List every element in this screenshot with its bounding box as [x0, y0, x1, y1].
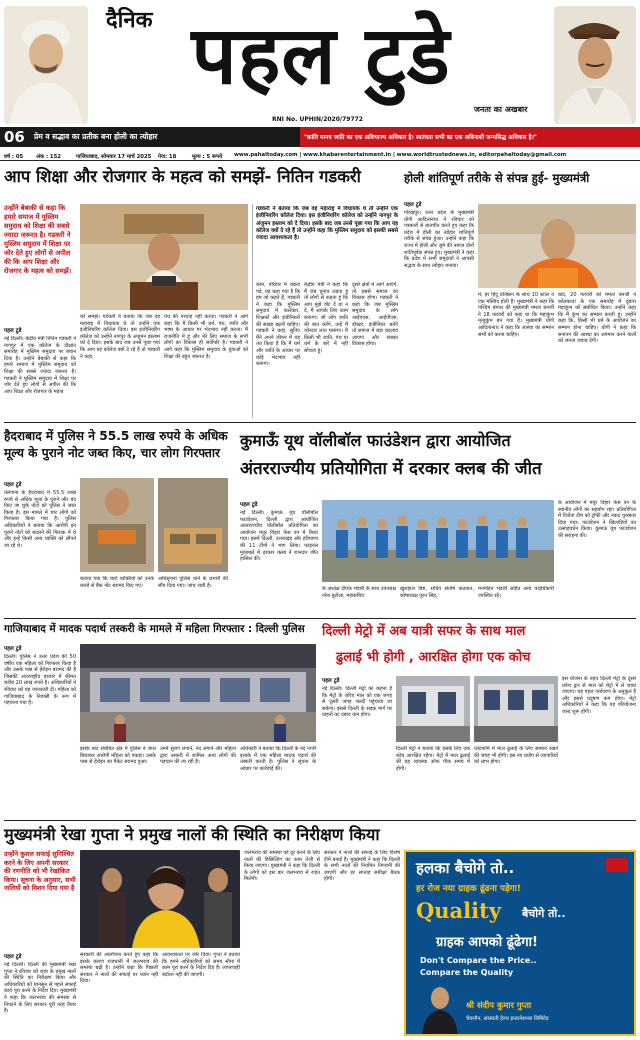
ghaziabad-col3: उनमें सुराग लगाने, नंद लगाने और महिला द्वारा तस्करी में शामिल अन्य लोगों की पहचान की जा रही है। — [160, 746, 236, 766]
rekha-col5: सरकार ने नालों की सफाई के लिए विशेष टीमें बनाई हैं। मुख्यमंत्री ने कहा कि दिल्ली के सभी नालों की नियमित निगरानी की जाएगी और हर सप्ताह समीक्षा बैठक होगी। — [324, 850, 400, 883]
holi-col1: गोरखपुर। उत्तर प्रदेश के मुख्यमंत्री योगी आदित्यनाथ ने रविवार को पत्रकारों से बातचीत करते हुए कहा कि प्रदेश में होली का त्योहार शांतिपूर्ण तरीके से संपन्न हुआ। उन्होंने कहा कि राज्य में होली और जुमे की नमाज दोनों शांतिपूर्वक संपन्न हुए। मुख्यमंत्री ने कहा कि प्रदेश में सभी समुदायों ने आपसी सद्भाव के साथ त्योहार मनाया। — [404, 210, 474, 269]
ad-line1: हलका बैचोगे तो.. — [416, 859, 515, 877]
hyderabad-col2: बताया गया कि चारों व्यक्तियों को उनके कब्जे से बैंक नोट बरामद किए गए। — [80, 576, 154, 589]
ghaziabad-col2: इसके बाद संबंधित क्षेत्र में पुलिस ने जाल बिछाकर आरोपी महिला को पकड़ा। उसके पास से हेरोइन का पैकेट बरामद हुआ। — [80, 746, 156, 766]
metro-col4: इस योजना के तहत दिल्ली मेट्रो के दूसरे प्रवेश द्वार से माल को मेट्रो में ले जाया जाएगा। यह पहल पर्यावरण के अनुकूल है और इससे प्रदूषण कम होगा। मेट्रो अधिकारियों ने कहा कि यह परियोजना जल्द शुरू होगी। — [562, 676, 636, 715]
gadkari-box-col1: काम, परिवार में रखता पड़े, यह कहा गया है कि हम जो कहते हैं, गडकरी ने कहा कि मुस्लिम समुदाय में कलेक्टर, शिक्षकों और इंजीनियरों की संख्या बढ़नी चाहिए। गडकरी ने कहा, सुनिए मैंने अपने जीवन में यह तय किया है कि मैं धर्म और जाति के आधार पर कोई भेदभाव नहीं करूंगा। — [256, 282, 300, 368]
rekha-col3: आवश्यकता पर जोर दिया। गुप्ता ने बताया कि हमने अधिकारियों को समय सीमा में काम पूरा करने के निर्देश दिए हैं। लापरवाही बर्दाश्त नहीं की जाएगी। — [162, 952, 240, 978]
metro-photo-2 — [474, 676, 558, 742]
metro-col2: दिल्ली मेट्रो ने बताया कि इसके लिए एक कोच आरक्षित रहेगा। मेट्रो में माल ढुलाई की यह व्यवस्था ऑफ पीक समय में होगी। — [396, 746, 470, 772]
gadkari-col2: को समझें। गडकरी ने बताया कि जब वह महाराष्ट्र में विधायक थे तो उन्होंने एक इंजीनियरिंग कॉलेज दिया। इस इंजीनियरिंग कॉलेज को उन्होंने नागपुर के अंजुमन इस्लाम को दे दिया। इसके बाद जब उनसे पूछा गया कि आप यह कॉलेज क्यों दे रहे हैं तो गडकरी ने कहा, — [80, 314, 160, 360]
masthead-small-title: दैनिक — [106, 8, 153, 33]
ad-designation: चेयरमैन, सरस्वती हेल्थ इन्टरनेशनल लिमिटेड — [466, 1016, 549, 1022]
rekha-pullquote: उन्होंने कुशल सफाई सुनिश्चित करने के लिए अपनी सरकार की रणनीति को भी रेखांकित किया। सूचना के अनुसार, सभी नालियों को मिशन दिया गया है — [4, 850, 76, 893]
gadkari-col3: पंथ की परवाह नहीं करता। गडकरी ने आगे कहा कि मैं किसी भी धर्म, पंथ, जाति और भाषा के आधार पर भेदभाव नहीं करता। मैं राजनीति में हूं और मेरे लिए समाज के सभी लोगों का विकास ही सर्वोपरि है। गडकरी ने आगे कहा कि मुस्लिम समुदाय के युवाओं को शिक्षा की बहुत जरूरत है। — [164, 314, 248, 360]
gadkari-box-col2: केंद्रीय मंत्री ने कहा कि मैं जब चुनाव लड़ता हूं तो लोगों से कहता हूं कि आप मुझे वोट दें या न दें, मैं आपके लिए काम करूंगा। जो लोग जाति की बात करेंगे, उन्हें मैं जोरदार लात मारूंगा। मैं किसी भी जाति, पंथ या धर्म के बारे में नहीं सोचता हूं। — [304, 282, 348, 354]
volleyball-dateline: पहल टुडे — [240, 502, 258, 508]
info-pages: पेज: 18 — [158, 154, 177, 160]
ad-eng1: Don't Compare the Price.. — [420, 956, 537, 965]
hyderabad-headline: हैदराबाद में पुलिस ने 55.5 लाख रुपये के अधिक मूल्य के पुराने नोट जब्त किए, चार लोग गिरफ्तार — [4, 429, 228, 460]
left-portrait — [4, 6, 88, 124]
ad-person-photo — [420, 984, 460, 1036]
ghaziabad-col4: अधिकारी ने बताया कि दिल्ली के नंद नगरी इलाके में एक महिला मादक पदार्थ की तस्करी करती है। पुलिस ने सूचना के आधार पर कार्रवाई की। — [240, 746, 316, 772]
ad-quality-tail: बैचोगे तो.. — [522, 907, 566, 920]
volleyball-headline-1: कुमाऊँ यूथ वॉलीबॉल फाउंडेशन द्वारा आयोजित — [240, 431, 511, 450]
divider-2 — [4, 618, 636, 619]
ghaziabad-headline: गाजियाबाद में मादक पदार्थ तस्करी के मामले में महिला गिरफ्तार : दिल्ली पुलिस — [4, 623, 305, 635]
rekha-col4: जलभराव की समस्या को दूर करने के लिए नालों की डिसिल्टिंग का काम तेजी से किया जाएगा। मुख्यमंत्री ने कहा कि दिल्ली के लोगों को इस बार जलभराव से राहत मिलेगी। — [244, 850, 320, 883]
info-links: www.pahaltoday.com | www.khabarentertainment.in | www.worldtrustednews.in, editorpahaltoday@gmail.com — [234, 152, 567, 158]
volleyball-headline-2: अंतरराज्यीय प्रतियोगिता में दरकार क्लब की जीत — [240, 459, 542, 479]
gadkari-pullquote: उन्होंने बेबाकी से कहा कि हमारे समाज में मुस्लिम समुदाय को शिक्षा की सबसे ज्यादा जरूरत है। गडकरी ने मुस्लिम समुदाय में शिक्षा पर जोर देते हुए लोगों से अपील की कि आप शिक्षा और रोजगार के महत्व को समझें। — [4, 204, 72, 275]
rekha-headline: मुख्यमंत्री रेखा गुप्ता ने प्रमुख नालों की स्थिति का निरीक्षण किया — [4, 825, 380, 844]
right-portrait — [554, 6, 636, 124]
ad-line3: ग्राहक आपको ढूंढेगा! — [436, 935, 538, 950]
metro-headline-2: ढुलाई भी होगी , आरक्षित होगा एक कोच — [336, 650, 531, 665]
holi-dateline: पहल टुडे — [404, 202, 422, 208]
rekha-dateline: पहल टुडे — [4, 954, 22, 960]
info-price: मूल्य : 5 रूपये — [192, 154, 223, 160]
gadkari-photo — [80, 204, 248, 310]
volleyball-col1: नई दिल्ली। कुमाऊं यूथ वॉलीबॉल फाउंडेशन, दिल्ली द्वारा आयोजित अंतरराज्यीय वॉलीबॉल प्रतियोगिता का आयोजन मयूर विहार फेस वन में किया गया। इसमें दिल्ली, उत्तराखंड और हरियाणा की 11 टीमों ने भाग लिया। फाइनल मुकाबले में दरकार क्लब ने शानदार जीत हासिल की। — [240, 510, 318, 563]
holi-headline: होली शांतिपूर्ण तरीके से संपन्न हुई- मुख्यमंत्री — [404, 171, 590, 185]
masthead-tagline: जनता का अखबार — [474, 105, 528, 114]
hyderabad-photo-2 — [158, 478, 228, 572]
rekha-col2: सरकारी की आलोचना करते हुए कहा कि इसके कारण राजधानी में जलभराव की समस्या बढ़ी है। उन्होंने कहा कि पिछली सरकार ने नालों की सफाई पर ध्यान नहीं दिया। — [80, 952, 158, 985]
page-number: 06 — [4, 128, 25, 146]
hyderabad-dateline: पहल टुडे — [4, 482, 22, 488]
metro-col1: नई दिल्ली। दिल्ली मेट्रो का कहना है कि मेट्रो के जरिए माल को एक जगह से दूसरी जगह जल्दी पहुंचाया जा सकेगा। इससे दिल्ली के सड़क मार्ग पर वाहनों का दबाव कम होगा। — [322, 686, 392, 719]
metro-photo-1 — [396, 676, 470, 742]
rekha-col1: नई दिल्ली। दिल्ली की मुख्यमंत्री रेखा गुप्ता ने रविवार को शहर के प्रमुख नालों की स्थिति का निरीक्षण किया और अधिकारियों को मानसून से पहले सफाई कार्य पूरा करने के निर्देश दिए। मुख्यमंत्री ने कहा कि जलभराव की समस्या से निपटने के लिए सरकार पूरी तरह तैयार है। — [4, 962, 76, 1015]
metro-headline-1: दिल्ली मेट्रो में अब यात्री सफर के साथ माल — [322, 624, 526, 639]
volleyball-photo — [322, 500, 554, 582]
metro-dateline: पहल टुडे — [322, 678, 340, 684]
gadkari-headline: आप शिक्षा और रोजगार के महत्व को समझें- नितिन गडकरी — [4, 167, 361, 186]
gadkari-col1: नई दिल्ली। केंद्रीय मंत्री नितिन गडकरी ने नागपुर में एक कॉलेज के दीक्षांत समारोह में मुस्लिम समुदाय पर बयान दिया है। उन्होंने बेबाकी से कहा कि हमारे समाज में मुस्लिम समुदाय को शिक्षा की सबसे ज्यादा जरूरत है। गडकरी ने मुस्लिम समुदाय में शिक्षा पर जोर देते हुए लोगों से अपील की कि आप शिक्षा और रोजगार के महत्व — [4, 336, 76, 395]
yogi-photo — [478, 204, 636, 288]
ad-quality: Quality — [416, 898, 502, 923]
gadkari-dateline: पहल टुडे — [4, 328, 22, 334]
gadkari-box-col3: दूसरे क्षेत्रों में आगे आएंगे, तो इससे समाज का विकास होगा। गडकरी ने कहा कि जब मुस्लिम समुदाय के लोग आईएएस, आईपीएस, डॉक्टर, इंजीनियर बनेंगे तो समाज में बड़ा बदलाव आएगा और सबका विकास होगा। — [352, 282, 398, 348]
volleyball-col2: के अध्यक्ष दीपक भंडारी के साथ उपाध्यक्ष नरेश बुटोला, महासचिव — [322, 586, 396, 599]
hyderabad-photo-1 — [80, 478, 154, 572]
gadkari-box-lead: गडकरी ने बताया कि जब वह महाराष्ट्र में विधायक थे तो उन्होंने एक इंजीनियरिंग कॉलेज दिया। इस इंजीनियरिंग कॉलेज को उन्होंने नागपुर के अंजुमन इस्लाम को दे दिया। इसके बाद जब उनसे पूछा गया कि आप यह कॉलेज क्यों दे रहे हैं तो उन्होंने कहा कि मुस्लिम समुदाय को इसकी सबसे ज्यादा आवश्यकता है। — [256, 206, 398, 242]
volleyball-col3: खुशहाल बिष्ट, सचिव संतोष कठायत, कोषाध्यक्ष पूरन सिंह, — [400, 586, 474, 599]
ad-name: श्री संदीप कुमार गुप्ता — [466, 1000, 532, 1010]
volleyball-col4: मनमोहन भंडारी सहित अन्य पदाधिकारी उपस्थित रहे। — [478, 586, 554, 599]
ad-brand-logo — [606, 858, 628, 872]
holi-col3: बाद, 20 फरवरी को ममता बनर्जी ने कोलकाता के एक समारोह में दुबारा महाकुंभ को संबोधित किया। उन्होंने कहा कि मैं कुंभ का सम्मान करती हूं। उन्होंने कहा कि, किसी भी धर्म के आयोजन का सम्मान होना चाहिए। योगी ने कहा कि सनातन की आस्था का अपमान करने वालों को जनता जवाब देगी। — [558, 292, 636, 345]
info-city-date: गाजियाबाद, सोमवार 17 मार्च 2025 — [76, 154, 152, 160]
advertisement[interactable] — [404, 850, 636, 1036]
info-bar — [0, 149, 640, 161]
divider-3 — [4, 820, 636, 821]
divider-1 — [4, 422, 636, 423]
masthead-title: पहल टुडे — [191, 9, 451, 102]
strip-headline: प्रेम व सद्भाव का प्रतीक बना होली का त्योहार — [34, 132, 158, 141]
ghaziabad-col1: दिल्ली। पुलिस ने उत्तर प्रदेश की 50 वर्षीय एक महिला को गिरफ्तार किया है और उसके पास से हेरोइन बरामद की है जिसकी अंतरराष्ट्रीय बाजार में कीमत करीब 20 लाख रुपये है। अधिकारियों ने रविवार को यह जानकारी दी। महिला को गाजियाबाद के निवासी के रूप में पहचाना गया है। — [4, 654, 76, 707]
rekha-photo — [80, 850, 240, 948]
ghaziabad-dateline: पहल टुडे — [4, 646, 22, 652]
ad-line2: हर रोज नया ग्राहक ढूंढना पड़ेगा! — [416, 884, 521, 894]
info-issue: अंक : 152 — [36, 154, 61, 160]
metro-col3: प्लेटफॉर्म में माल ढुलाई के लिए सामान रखने की जगह भी होगी। इस नए प्रयोग से व्यापारियों को लाभ होगा। — [474, 746, 558, 766]
info-year: वर्ष : 05 — [4, 154, 24, 160]
rni-number: RNI No. UPHIN/2020/79772 — [272, 116, 363, 123]
holi-col2: में, हर हिंदू प्रतिष्ठान के साथ 10 स्टाल व एक मस्जिद होती है। मुख्यमंत्री ने कहा कि पश्चिम बंगाल की मुख्यमंत्री ममता बनर्जी ने 18 फरवरी को कहा था कि महाकुंभ मृत्युकुंभ बन गया है। मुख्यमंत्री योगी आदित्यनाथ ने कहा कि आस्था का सम्मान सभी को करना चाहिए। — [478, 292, 554, 338]
volleyball-col5: के आयोजन में मयूर विहार फेस वन के स्थानीय लोगों का सहयोग रहा। प्रतियोगिता में विजेता टीम को ट्रॉफी और नकद पुरस्कार दिया गया। फाउंडेशन ने खिलाड़ियों का उत्साहवर्धन किया। कुमाऊं यूथ फाउंडेशन की सराहना की। — [558, 500, 636, 539]
strip-quote-text: "क्रांति मानव जाति का एक अविभाज्य अधिकार है। स्वतंत्रता सभी का एक अविनाशी जन्मसिद्ध अधिकार है।" — [304, 135, 537, 141]
ad-eng2: Compare the Quality — [420, 968, 514, 977]
hyderabad-col1: तेलंगाना के हैदराबाद में 55.5 लाख रुपये से अधिक मूल्य के पुराने और बंद किए जा चुके नोटों को पुलिस ने जब्त किया है। इस मामले में चार लोगों को गिरफ्तार किया गया है। पुलिस अधिकारियों ने बताया कि आरोपी इन पुराने नोटों को बदलने की फिराक में थे और इन्हें किसी अन्य व्यक्ति को सौंपने जा रहे थे। — [4, 490, 76, 549]
hyderabad-col3: अधिसूचना पुलिस थाने के प्रभारी की सौंप दिया गया। जांच जारी है। — [158, 576, 228, 589]
ghaziabad-photo — [80, 644, 316, 742]
